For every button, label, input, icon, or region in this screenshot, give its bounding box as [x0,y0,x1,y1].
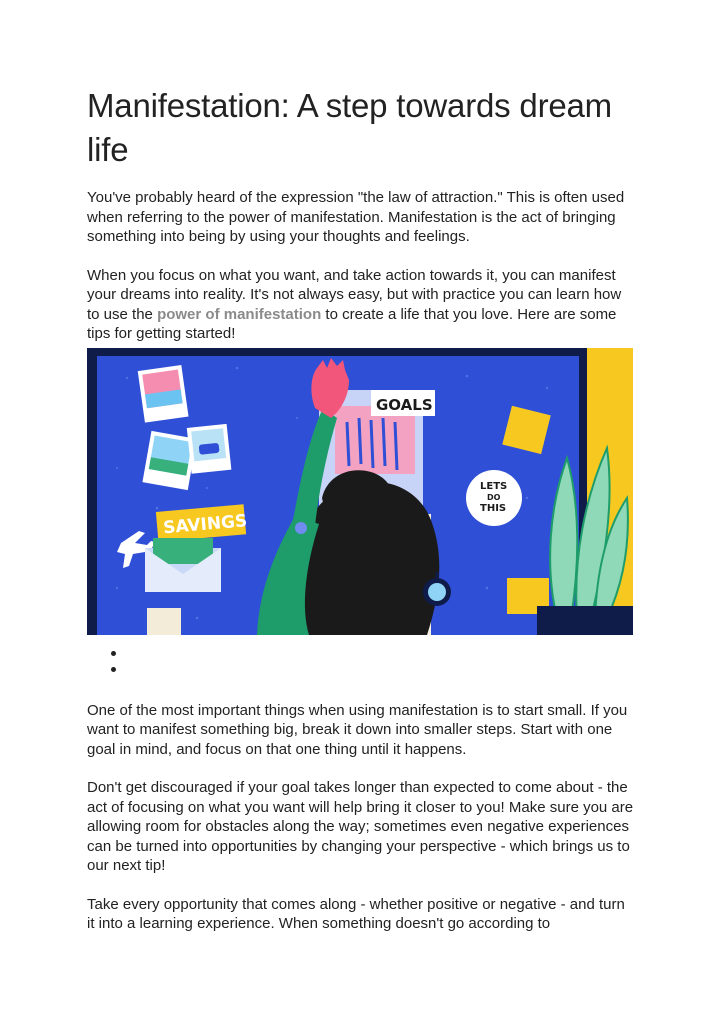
start-small-paragraph: One of the most important things when using manifestation is to start small. If you want to manifest something big, break it down into smaller steps. Start with one goal in mind, and focus on that one thing until it happens. [87,701,628,758]
focus-paragraph-text-start: When you focus on what you want, and take action towards it, you can manifest your dreams into reality. It's not always easy, but with practice you can learn how to use the [87,266,622,323]
lets-label-line2: DO [487,492,501,502]
list-item [87,645,635,661]
savings-label: SAVINGS [162,510,249,538]
list-item [87,661,635,677]
dont-get-discouraged-paragraph: Don't get discouraged if your goal takes longer than expected to come about - the act of focusing on what you want will help bring it closer to you! Make sure you are allowing room for obstacles along the way; sometimes even negative experiences can be turned into opportunities by changing your perspective - which brings us to our next tip! [87,779,634,874]
bullet-list [87,645,635,677]
lets-label-line3: THIS [480,502,507,514]
article-title: Manifestation: A step towards dream life [87,87,612,168]
take-every-opportunity-paragraph: Take every opportunity that comes along - whether positive or negative - and turn it into a learning experience. When something doesn't go according to [87,895,625,932]
article [87,84,635,934]
goals-label: GOALS [376,395,433,414]
focus-paragraph [87,266,635,344]
intro-paragraph: You've probably heard of the expression "the law of attraction." This is often used when referring to the power of manifestation. Manifestation is the act of bringing something into being by using your thoughts and feelings. [87,189,625,245]
power-of-manifestation-link[interactable]: power of manifestation [157,305,322,323]
vision-board-illustration [87,348,633,635]
focus-paragraph-text-end: to create a life that you love. Here are some tips for getting started! [87,305,617,342]
lets-label-line1: LETS [480,480,508,492]
